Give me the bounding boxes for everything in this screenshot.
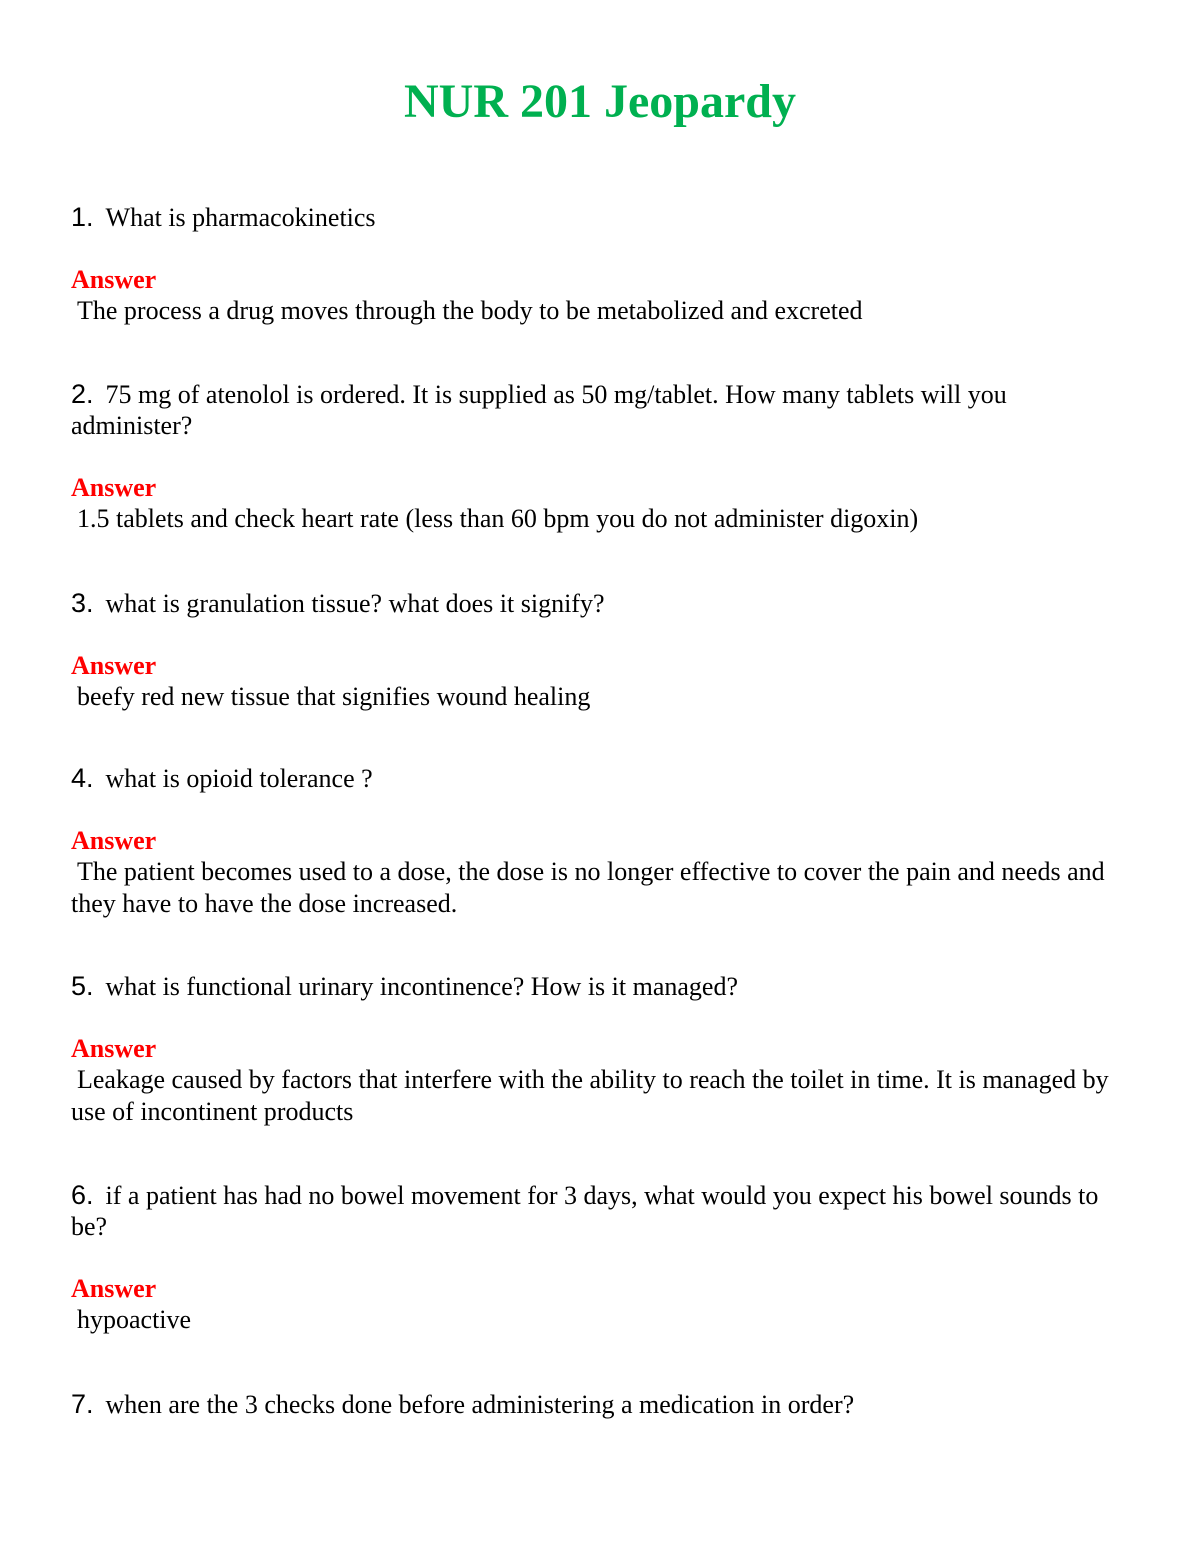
qa-item-5 — [71, 971, 1131, 1128]
question-number: 2. — [71, 379, 94, 409]
question-text: what is opioid tolerance ? — [105, 764, 373, 793]
question-number: 1. — [71, 202, 94, 232]
question — [71, 763, 1131, 794]
answer-label: Answer — [71, 1034, 157, 1063]
answer-label: Answer — [71, 651, 157, 680]
answer-label: Answer — [71, 826, 157, 855]
answer-text: beefy red new tissue that signifies wound healing — [77, 682, 591, 711]
question-number: 6. — [71, 1180, 94, 1210]
question-text: 75 mg of atenolol is ordered. It is supplied as 50 mg/tablet. How many tablets will you administer? — [71, 380, 1007, 440]
answer-text: hypoactive — [77, 1305, 192, 1334]
answer-label: Answer — [71, 473, 157, 502]
question — [71, 1180, 1131, 1242]
question-number: 5. — [71, 971, 94, 1001]
question-text: if a patient has had no bowel movement for 3 days, what would you expect his bowel sounds to be? — [71, 1181, 1099, 1241]
qa-item-3 — [71, 588, 1131, 713]
question — [71, 1389, 1131, 1420]
question-number: 7. — [71, 1389, 94, 1419]
question — [71, 379, 1131, 441]
question — [71, 202, 1131, 233]
qa-item-2 — [71, 379, 1131, 535]
question-text: what is functional urinary incontinence? How is it managed? — [105, 972, 738, 1001]
answer-text: 1.5 tablets and check heart rate (less than 60 bpm you do not administer digoxin) — [77, 504, 919, 533]
qa-item-4 — [71, 763, 1131, 920]
qa-item-1 — [71, 202, 1131, 327]
qa-item-6 — [71, 1180, 1131, 1336]
question-number: 4. — [71, 763, 94, 793]
question — [71, 588, 1131, 619]
page-title: NUR 201 Jeopardy — [404, 75, 796, 128]
qa-item-7 — [71, 1389, 1131, 1420]
question-number: 3. — [71, 588, 94, 618]
answer-label: Answer — [71, 265, 157, 294]
question — [71, 971, 1131, 1002]
answer-text: The process a drug moves through the body to be metabolized and excreted — [77, 296, 863, 325]
answer-text: The patient becomes used to a dose, the dose is no longer effective to cover the pain and needs and they have to have the dose increased. — [71, 857, 1105, 918]
answer-text: Leakage caused by factors that interfere with the ability to reach the toilet in time. It is managed by use of incontinent products — [71, 1065, 1109, 1126]
question-text: when are the 3 checks done before administering a medication in order? — [105, 1390, 855, 1419]
question-text: What is pharmacokinetics — [105, 203, 376, 232]
question-text: what is granulation tissue? what does it signify? — [105, 589, 605, 618]
answer-label: Answer — [71, 1274, 157, 1303]
